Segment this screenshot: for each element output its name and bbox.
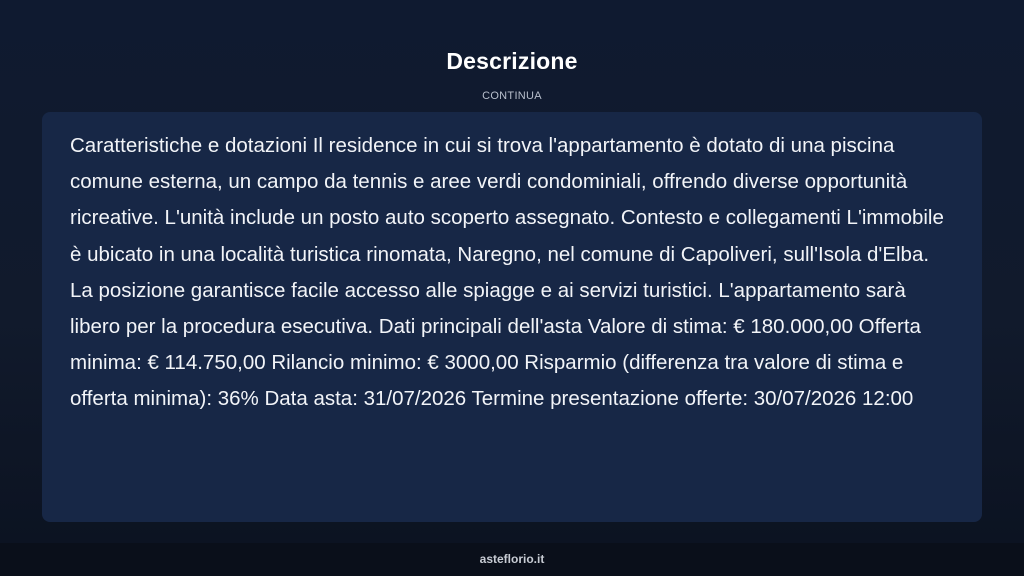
continue-link[interactable]: CONTINUA: [482, 90, 542, 102]
page-title: Descrizione: [446, 48, 578, 74]
description-card: [42, 112, 982, 522]
description-text: Caratteristiche e dotazioni Il residence in cui si trova l'appartamento è dotato di una piscina comune esterna, un campo da tennis e aree verdi condominiali, offrendo diverse opportunità ricreative. L'unità include un posto auto scoperto assegnato. Contesto e collegamenti L'immobile è ubicato in una località turistica rinomata, Naregno, nel comune di Capoliveri, sull'Isola d'Elba. La posizione garantisce facile accesso alle spiagge e ai servizi turistici. L'appartamento sarà libero per la procedura esecutiva. Dati principali dell'asta Valore di stima: € 180.000,00 Offerta minima: € 114.750,00 Rilancio minimo: € 3000,00 Risparmio (differenza tra valore di stima e offerta minima): 36% Data asta: 31/07/2026 Termine presentazione offerte: 30/07/2026 12:00: [70, 134, 944, 411]
footer-brand-link[interactable]: asteflorio.it: [479, 552, 545, 566]
footer-bar: [0, 543, 1024, 576]
